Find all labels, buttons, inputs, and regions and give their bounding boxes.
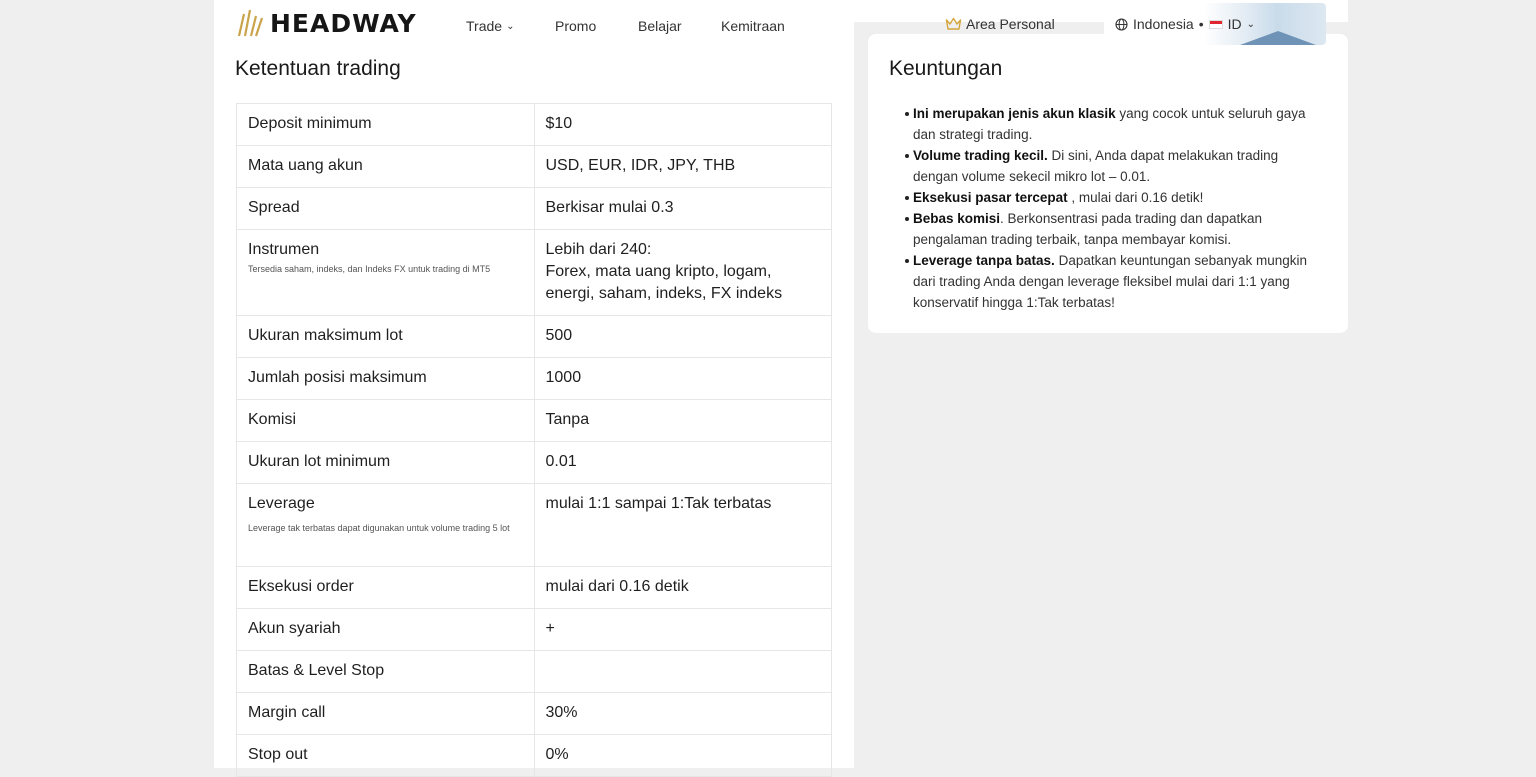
table-row	[237, 693, 832, 735]
benefit-text: yang cocok untuk seluruh gaya dan strategi trading.	[913, 106, 1306, 142]
table-row	[237, 442, 832, 484]
row-value-line1: Lebih dari 240:	[545, 241, 652, 258]
benefit-text: . Berkonsentrasi pada trading dan dapatkan pengalaman trading terbaik, tanpa membayar komisi.	[913, 211, 1262, 247]
table-row	[237, 188, 832, 230]
benefit-bold: Volume trading kecil.	[913, 148, 1048, 163]
nav-item-promo[interactable]	[555, 18, 596, 34]
list-item	[913, 103, 1323, 145]
table-row	[237, 146, 832, 188]
row-value: USD, EUR, IDR, JPY, THB	[535, 146, 833, 187]
row-label: Jumlah posisi maksimum	[237, 358, 535, 399]
row-value: mulai 1:1 sampai 1:Tak terbatas	[535, 484, 833, 566]
headway-logo[interactable]	[236, 8, 417, 38]
nav-item-trade[interactable]	[466, 18, 514, 34]
row-value: Tanpa	[535, 400, 833, 441]
language-selector[interactable]	[1115, 16, 1255, 32]
globe-icon	[1115, 18, 1128, 31]
area-personal-label: Area Personal	[966, 16, 1055, 32]
table-row	[237, 567, 832, 609]
benefit-bold: Leverage tanpa batas.	[913, 253, 1055, 268]
row-label: Komisi	[237, 400, 535, 441]
benefit-text: Di sini, Anda dapat melakukan trading dengan volume sekecil mikro lot – 0.01.	[913, 148, 1279, 184]
row-value: $10	[535, 104, 833, 145]
row-value-line2: Forex, mata uang kripto, logam, energi, saham, indeks, FX indeks	[545, 263, 783, 302]
locale-label: ID	[1227, 16, 1242, 32]
area-personal-link[interactable]	[945, 16, 1055, 32]
chevron-down-icon: ⌄	[1246, 18, 1256, 30]
row-note: Tersedia saham, indeks, dan Indeks FX untuk trading di MT5	[248, 264, 491, 274]
row-label: Akun syariah	[237, 609, 535, 650]
benefits-title: Keuntungan	[889, 57, 1003, 80]
trading-terms-table	[236, 103, 832, 777]
row-label-cell	[237, 230, 535, 315]
table-row	[237, 484, 832, 567]
row-value	[535, 651, 833, 692]
table-row	[237, 230, 832, 316]
row-value: +	[535, 609, 833, 650]
headway-logo-icon	[236, 8, 266, 38]
nav-item-label: Trade	[466, 18, 503, 34]
row-label: Mata uang akun	[237, 146, 535, 187]
list-item	[913, 145, 1323, 187]
row-label: Instrumen	[248, 241, 320, 258]
row-label: Leverage	[248, 495, 315, 512]
row-value: 30%	[535, 693, 833, 734]
row-label: Ukuran lot minimum	[237, 442, 535, 483]
list-item	[913, 250, 1323, 313]
table-row	[237, 400, 832, 442]
nav-item-label: Belajar	[638, 18, 682, 34]
row-value: 500	[535, 316, 833, 357]
row-value: 1000	[535, 358, 833, 399]
row-note: Leverage tak terbatas dapat digunakan untuk volume trading 5 lot	[248, 523, 510, 533]
indonesia-flag-icon	[1209, 20, 1223, 29]
trading-terms-title: Ketentuan trading	[235, 57, 401, 80]
benefits-list	[913, 103, 1323, 313]
table-row	[237, 316, 832, 358]
row-label: Stop out	[237, 735, 535, 776]
row-label: Margin call	[237, 693, 535, 734]
table-row	[237, 358, 832, 400]
nav-item-label: Promo	[555, 18, 597, 34]
row-value: mulai dari 0.16 detik	[535, 567, 833, 608]
row-label: Deposit minimum	[237, 104, 535, 145]
benefit-bold: Eksekusi pasar tercepat	[913, 190, 1068, 205]
benefit-text: , mulai dari 0.16 detik!	[1067, 190, 1204, 205]
table-row	[237, 651, 832, 693]
row-label: Spread	[237, 188, 535, 229]
row-value-cell	[535, 230, 833, 315]
table-row	[237, 104, 832, 146]
list-item	[913, 187, 1323, 208]
table-row	[237, 735, 832, 777]
language-label: Indonesia	[1133, 16, 1194, 32]
benefit-bold: Ini merupakan jenis akun klasik	[913, 106, 1116, 121]
benefit-bold: Bebas komisi	[913, 211, 1001, 226]
mountain-decoration	[1240, 31, 1316, 45]
nav-item-belajar[interactable]	[638, 18, 682, 34]
brand-name: HEADWAY	[270, 8, 417, 38]
row-label: Batas & Level Stop	[237, 651, 535, 692]
row-value: Berkisar mulai 0.3	[535, 188, 833, 229]
table-row	[237, 609, 832, 651]
row-value: 0%	[535, 735, 833, 776]
language-separator: •	[1198, 16, 1204, 32]
row-label: Eksekusi order	[237, 567, 535, 608]
crown-icon	[945, 17, 962, 31]
nav-item-label: Kemitraan	[721, 18, 785, 34]
nav-item-kemitraan[interactable]	[721, 18, 785, 34]
list-item	[913, 208, 1323, 250]
benefit-text: Dapatkan keuntungan sebanyak mungkin dari trading Anda dengan leverage fleksibel mulai dari 1:1 yang konservatif hingga 1:Tak terbatas!	[913, 253, 1307, 310]
chevron-down-icon: ⌄	[506, 20, 515, 32]
row-label: Ukuran maksimum lot	[237, 316, 535, 357]
row-value: 0.01	[535, 442, 833, 483]
row-label-cell	[237, 484, 535, 566]
